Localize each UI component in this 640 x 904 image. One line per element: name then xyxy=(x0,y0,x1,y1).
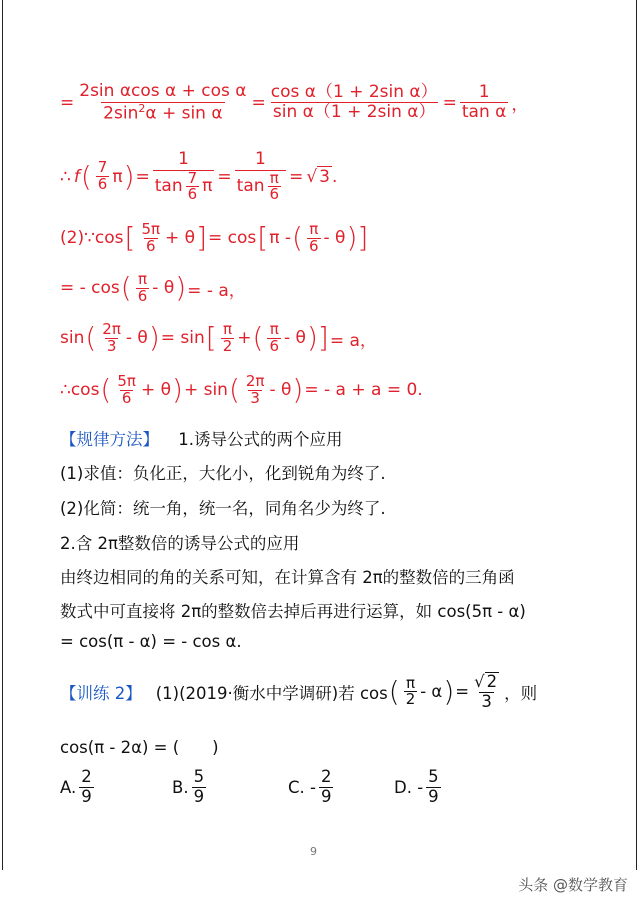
arg-denominator: 6 xyxy=(97,175,108,194)
method-heading xyxy=(60,426,343,450)
angle-fraction-pi-2 xyxy=(404,673,418,709)
denominator: 3 xyxy=(250,388,260,407)
numerator: π xyxy=(222,320,232,338)
plus-theta: + θ xyxy=(140,380,171,401)
numerator: 2π xyxy=(102,320,121,338)
arg-fraction xyxy=(96,160,110,193)
denominator: 6 xyxy=(308,236,319,255)
solution-line-5: sin ( $\frac{2\pi}{3}$ - θ ) = sin [ $\frac{\pi}{2}$ + ( $\frac{\pi}{6}$ - θ )] = a， xyxy=(60,320,377,355)
plus-theta: + θ xyxy=(165,228,196,249)
tan-label: tan xyxy=(236,176,265,197)
equals-sign: = xyxy=(455,682,470,702)
exercise-question: cos(π - 2α) = ( ) xyxy=(60,738,219,757)
rhs-denominator: 3 xyxy=(481,691,492,711)
therefore-cos: ∴cos xyxy=(60,380,100,401)
option-a[interactable] xyxy=(60,768,97,807)
denominator: 2 xyxy=(405,690,416,709)
exercise-then: ，则 xyxy=(504,683,538,703)
minus-theta: - θ xyxy=(284,328,306,349)
trailing-comma: ， xyxy=(511,95,529,116)
denominator: 9 xyxy=(320,786,332,806)
option-fraction xyxy=(192,768,207,807)
minus-theta: - θ xyxy=(323,228,346,249)
fraction-2-numerator: cos α（1 + 2sin α） xyxy=(270,81,438,102)
denominator: 6 xyxy=(137,286,148,305)
arg-pi: π xyxy=(112,166,123,187)
right-border-line xyxy=(636,0,637,870)
denominator: 9 xyxy=(193,786,205,806)
solution-line-2: ∴ f ( $\frac{7}{6}$ π ) = 1 tan $\frac{7}{6}$ π = 1 tan $\frac{\pi}{6}$ = √ 3 . xyxy=(60,149,338,204)
denominator: 6 xyxy=(121,388,132,407)
solution-line-1: = $\frac{\text{2sin αcos α + cos α}}{2\sin^2\alpha + \sin \alpha}$ = $\frac{\text{cos α（1 + 2sin α）}}{\text{sin α（1 + 2sin α）}}$ = $\frac{1}{\text{tan α}}$ ， xyxy=(60,81,529,124)
inner-fraction xyxy=(268,168,282,204)
part-2-label: (2)∵cos xyxy=(60,228,124,249)
exercise-condition: (1)(2019·衡水中学调研)若 cos xyxy=(155,683,388,703)
inner-numerator: π xyxy=(269,168,279,187)
numerator: π xyxy=(137,270,148,288)
tan-fraction-2-denominator xyxy=(235,170,286,204)
solution-line-6: ∴cos ( $\frac{5\pi}{6}$ + θ ) + sin ( $\frac{2\pi}{3}$ - θ ) = - a + a = 0. xyxy=(60,372,423,407)
watermark: 头条 @数学教育 xyxy=(518,876,628,894)
trailing-period: . xyxy=(331,166,338,187)
option-fraction xyxy=(319,768,334,807)
result-minus-a: = - a， xyxy=(187,280,246,301)
den-superscript: 2 xyxy=(138,101,146,115)
therefore-symbol: ∴ xyxy=(60,166,71,187)
numerator: π xyxy=(309,220,319,238)
angle-fraction-pi-6 xyxy=(307,222,321,255)
numerator: 5π xyxy=(117,372,136,390)
numerator: 5π xyxy=(141,220,161,238)
method-item-1: (1)求值：负化正，大化小，化到锐角为终了. xyxy=(60,464,386,483)
tan-fraction-2 xyxy=(235,150,286,203)
method-item-3: 2.含 2π整数倍的诱导公式的应用 xyxy=(60,534,300,553)
method-paragraph-line-3: = cos(π - α) = - cos α. xyxy=(60,632,242,651)
left-border-line xyxy=(2,0,3,870)
sqrt-three: √ 3 xyxy=(306,167,330,188)
method-paragraph-line-2: 数式中可直接将 2π的整数倍去掉后再进行运算，如 cos(5π - α) xyxy=(60,602,526,621)
equals-2: = xyxy=(217,166,232,187)
equals-1: = xyxy=(135,166,150,187)
method-tag: 【规律方法】 xyxy=(60,430,159,449)
fraction-3 xyxy=(460,83,508,123)
method-item-2: (2)化简：统一角，统一名，同角名少为终了. xyxy=(60,499,386,518)
fraction-1 xyxy=(77,82,248,124)
numerator: 2 xyxy=(320,767,332,786)
den-part-a: 2sin xyxy=(103,103,139,124)
sqrt-radicand: 3 xyxy=(319,167,330,188)
fraction-3-denominator: tan α xyxy=(461,102,507,123)
numerator: 5 xyxy=(193,767,205,786)
plus-sin: + sin xyxy=(183,380,228,401)
tan-fraction-1-denominator xyxy=(153,170,215,204)
inner-denominator: 6 xyxy=(187,185,198,204)
den-part-b: α + sin α xyxy=(145,103,223,124)
inner-denominator: 6 xyxy=(269,185,280,204)
fraction-2-denominator: sin α（1 + 2sin α） xyxy=(272,102,436,123)
angle-fraction-pi-6 xyxy=(267,322,281,355)
angle-fraction-5pi-6 xyxy=(139,222,162,255)
rhs-fraction xyxy=(472,672,501,712)
denominator: 2 xyxy=(222,336,233,355)
numerator: 2 xyxy=(81,767,92,786)
option-c[interactable] xyxy=(288,768,336,807)
denominator: 9 xyxy=(81,786,92,806)
inner-numerator: 7 xyxy=(187,168,198,187)
option-label: A. xyxy=(60,777,77,797)
option-b[interactable] xyxy=(172,768,209,807)
angle-fraction-pi-6 xyxy=(136,272,150,305)
equals-sin: = sin xyxy=(160,328,205,349)
numerator: 2π xyxy=(245,372,265,390)
denominator: 3 xyxy=(106,336,117,355)
angle-fraction-5pi-6 xyxy=(115,374,138,407)
option-label: C. - xyxy=(288,777,316,797)
final-result: = - a + a = 0. xyxy=(304,380,423,401)
denominator: 6 xyxy=(145,236,156,255)
tan-fraction-1 xyxy=(153,150,215,203)
denominator: 6 xyxy=(269,336,279,355)
option-fraction xyxy=(426,768,441,807)
option-fraction xyxy=(79,768,94,807)
numerator: 5 xyxy=(428,767,439,786)
denominator: 9 xyxy=(428,786,439,806)
fraction-3-numerator: 1 xyxy=(478,81,490,102)
fraction-2 xyxy=(269,83,440,123)
function-f: f xyxy=(73,166,80,187)
sqrt-radicand: 2 xyxy=(486,672,498,691)
inner-pi: π xyxy=(202,176,213,197)
minus-theta: - θ xyxy=(152,278,175,299)
minus-alpha: - α xyxy=(420,682,443,702)
fraction-1-denominator xyxy=(101,102,224,124)
solution-line-3: (2)∵cos [ $\frac{5\pi}{6}$ + θ ] = cos [ π - ( $\frac{\pi}{6}$ - θ )] xyxy=(60,220,369,255)
angle-fraction-2pi-3 xyxy=(244,374,267,407)
tan-label: tan xyxy=(154,176,183,197)
sin-label: sin xyxy=(60,328,85,349)
tan-fraction-1-numerator: 1 xyxy=(178,149,189,169)
angle-fraction-pi-2 xyxy=(221,322,235,355)
minus-cos: = - cos xyxy=(60,278,120,299)
equals-sign: = xyxy=(60,92,75,113)
solution-line-4: = - cos ( $\frac{\pi}{6}$ - θ ) = - a， xyxy=(60,270,246,305)
method-paragraph-line-1: 由终边相同的角的关系可知，在计算含有 2π的整数倍的三角函 xyxy=(60,568,515,587)
option-label: D. - xyxy=(394,777,424,797)
pi-minus: π - xyxy=(269,228,292,249)
equals-3: = xyxy=(289,166,304,187)
tan-fraction-2-numerator: 1 xyxy=(254,149,266,169)
fraction-1-numerator: 2sin αcos α + cos α xyxy=(79,81,247,101)
angle-fraction-2pi-3 xyxy=(100,322,123,355)
plus-sign: + xyxy=(237,328,252,349)
option-d[interactable] xyxy=(394,768,444,807)
numerator: π xyxy=(269,320,279,338)
option-label: B. xyxy=(172,777,189,797)
exercise-tag: 【训练 2】 xyxy=(60,683,142,703)
method-title: 1.诱导公式的两个应用 xyxy=(178,430,343,449)
equals-cos: = cos xyxy=(208,228,257,249)
rhs-numerator-sqrt: √ 2 xyxy=(474,672,498,691)
exercise-line-1: 【训练 2】 (1)(2019·衡水中学调研)若 cos ( $\frac{\pi}{2}$ - α ) = √ 2 3 ，则 xyxy=(60,672,538,711)
minus-theta: - θ xyxy=(269,380,292,401)
arg-numerator: 7 xyxy=(97,158,108,177)
numerator: π xyxy=(405,673,415,692)
inner-fraction xyxy=(186,168,200,204)
minus-theta: - θ xyxy=(125,328,148,349)
page-number: 9 xyxy=(310,845,317,858)
result-a: = a， xyxy=(329,330,377,351)
